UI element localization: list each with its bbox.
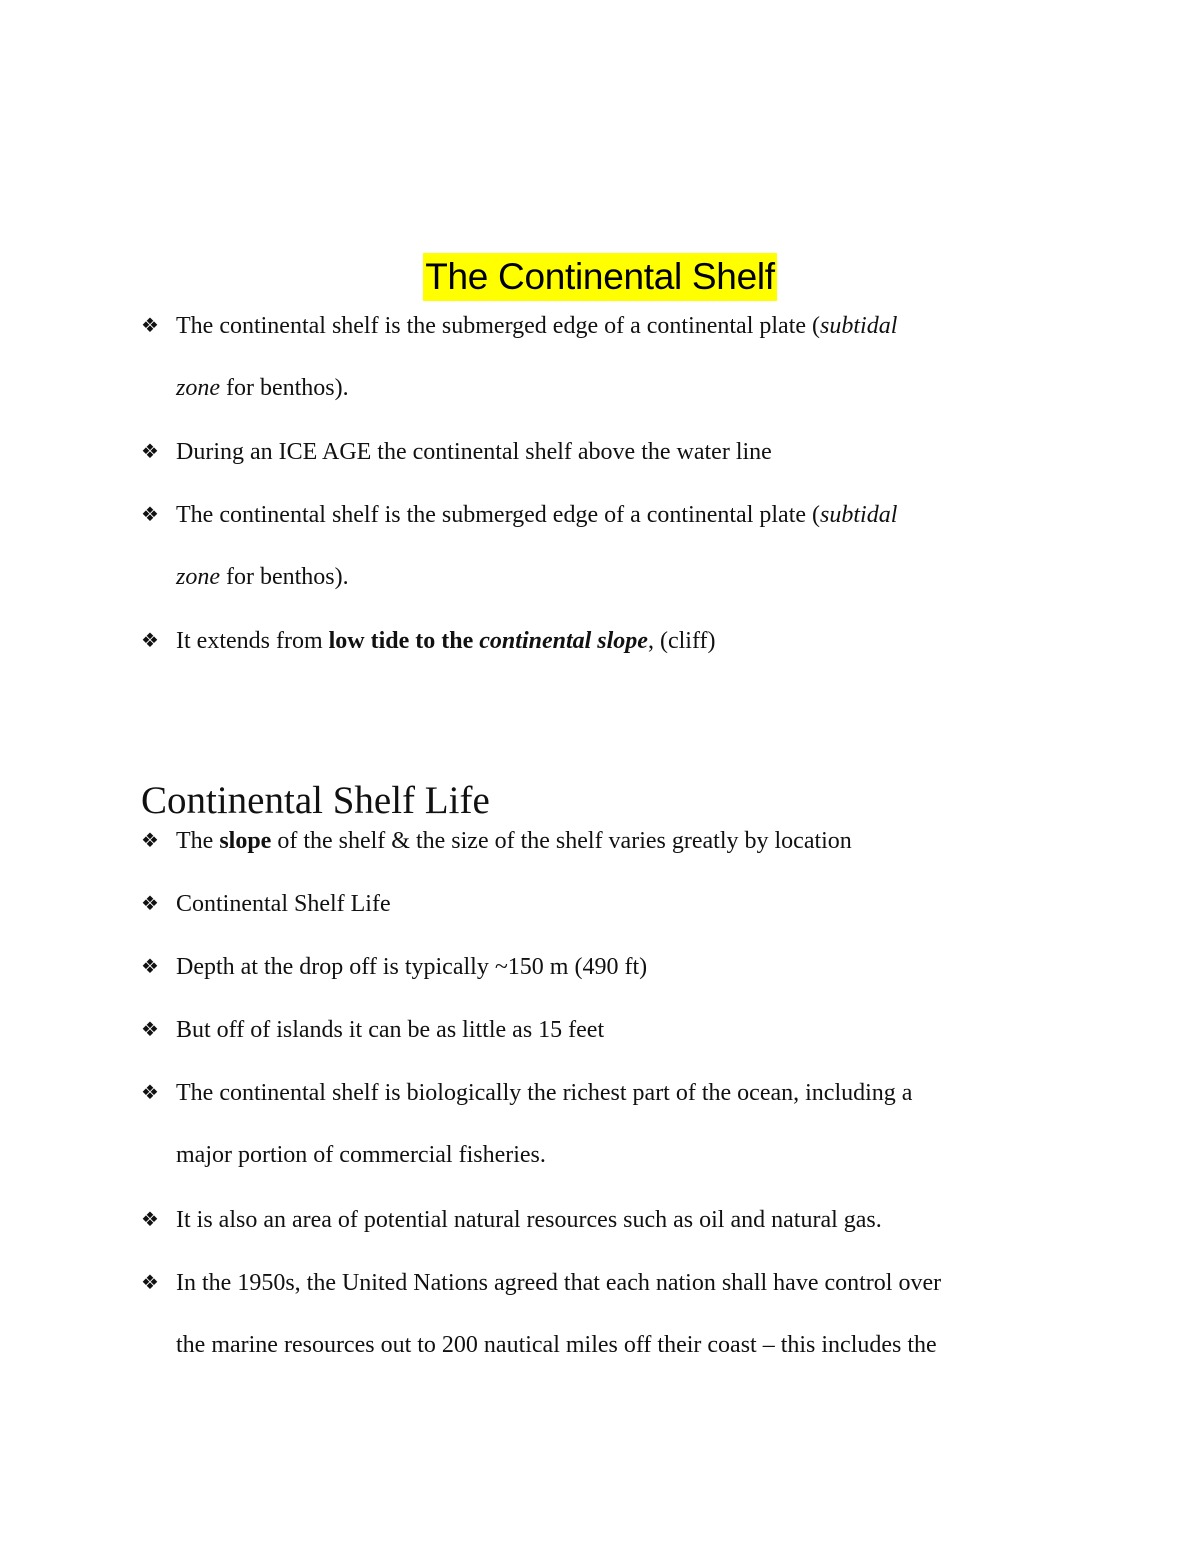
bullet-text: Depth at the drop off is typically ~150 m (490 ft) — [176, 954, 648, 980]
diamond-bullet-icon: ❖ — [141, 1207, 159, 1231]
diamond-bullet-icon: ❖ — [141, 828, 159, 852]
bullet-item-extends — [141, 625, 716, 656]
diamond-bullet-icon: ❖ — [141, 439, 159, 463]
bullet-item-resources — [141, 1204, 882, 1235]
bullet-text: The continental shelf is the submerged edge of a continental plate ( — [176, 313, 821, 339]
diamond-bullet-icon: ❖ — [141, 313, 159, 337]
diamond-bullet-icon: ❖ — [141, 954, 159, 978]
diamond-bullet-icon: ❖ — [141, 1270, 159, 1294]
bullet-continuation — [176, 562, 349, 592]
title-wrap — [0, 253, 1200, 301]
bullet-text: , (cliff) — [647, 628, 716, 654]
bullet-text-italic: zone — [176, 564, 220, 590]
bullet-text-bold-italic: continental slope — [479, 628, 648, 654]
bullet-text: the marine resources out to 200 nautical miles off their coast – this includes the — [176, 1332, 937, 1358]
bullet-text-italic: subtidal — [820, 313, 898, 339]
bullet-item-depth — [141, 951, 647, 982]
bullet-item-islands — [141, 1014, 604, 1045]
diamond-bullet-icon: ❖ — [141, 1017, 159, 1041]
bullet-text: of the shelf & the size of the shelf varies greatly by location — [271, 828, 852, 854]
bullet-item-submerged-edge-repeat — [141, 499, 897, 530]
bullet-text: Continental Shelf Life — [176, 891, 391, 917]
bullet-item-shelf-life — [141, 888, 391, 919]
diamond-bullet-icon: ❖ — [141, 628, 159, 652]
bullet-text: for benthos). — [220, 564, 349, 590]
bullet-text: The continental shelf is biologically the richest part of the ocean, including a — [176, 1080, 913, 1106]
page-title: The Continental Shelf — [423, 253, 777, 301]
bullet-text: The — [176, 828, 220, 854]
diamond-bullet-icon: ❖ — [141, 1080, 159, 1104]
bullet-continuation — [176, 1330, 937, 1360]
bullet-text: In the 1950s, the United Nations agreed that each nation shall have control over — [176, 1270, 942, 1296]
bullet-text: major portion of commercial fisheries. — [176, 1142, 546, 1168]
bullet-text-italic: subtidal — [820, 502, 898, 528]
bullet-text-italic: zone — [176, 375, 220, 401]
bullet-text: The continental shelf is the submerged edge of a continental plate ( — [176, 502, 821, 528]
bullet-text: It is also an area of potential natural resources such as oil and natural gas. — [176, 1207, 882, 1233]
diamond-bullet-icon: ❖ — [141, 502, 159, 526]
diamond-bullet-icon: ❖ — [141, 891, 159, 915]
bullet-item-united-nations — [141, 1267, 941, 1298]
bullet-text-bold: low tide to the — [328, 628, 480, 654]
bullet-item-submerged-edge — [141, 310, 897, 341]
bullet-item-slope — [141, 825, 852, 856]
section-heading: Continental Shelf Life — [141, 779, 490, 822]
bullet-text: It extends from — [176, 628, 329, 654]
bullet-item-ice-age — [141, 436, 772, 467]
bullet-text: for benthos). — [220, 375, 349, 401]
bullet-text: During an ICE AGE the continental shelf above the water line — [176, 439, 772, 465]
bullet-continuation — [176, 373, 349, 403]
bullet-item-richest — [141, 1077, 912, 1108]
bullet-continuation — [176, 1140, 546, 1170]
bullet-text-bold: slope — [219, 828, 272, 854]
bullet-text: But off of islands it can be as little as 15 feet — [176, 1017, 605, 1043]
